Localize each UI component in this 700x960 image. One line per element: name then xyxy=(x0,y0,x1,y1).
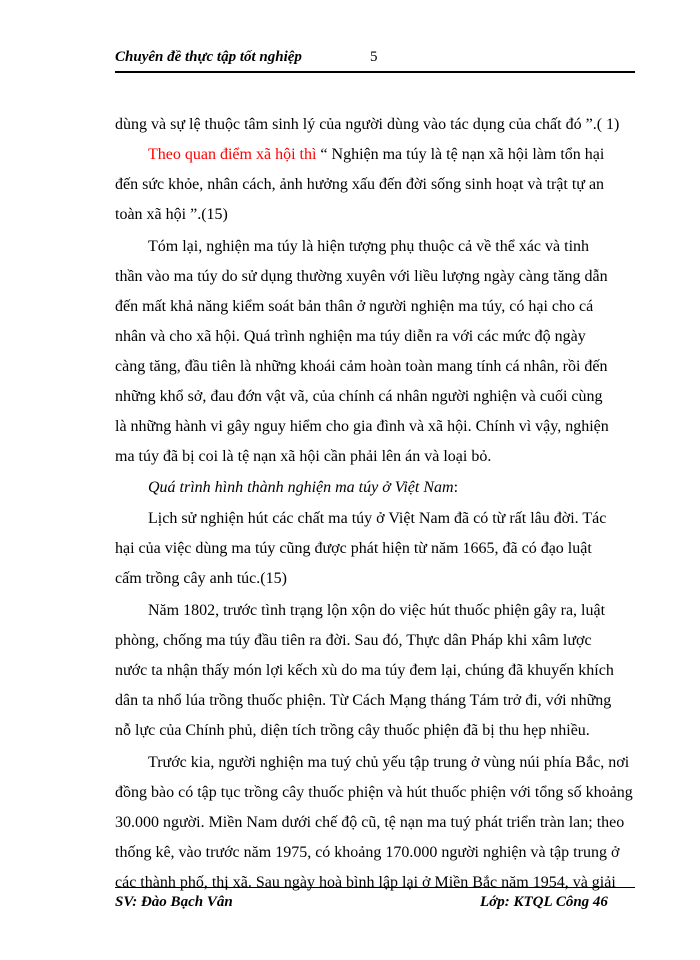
page-header xyxy=(115,47,635,73)
student-name: SV: Đào Bạch Vân xyxy=(115,894,233,910)
text-line: đồng bào có tập tục trồng cây thuốc phiện và hút thuốc phiện với tổng số khoảng xyxy=(115,784,633,801)
text-line: nỗ lực của Chính phủ, diện tích trồng cây thuốc phiện đã bị thu hẹp nhiều. xyxy=(115,722,590,739)
text-line xyxy=(148,140,604,170)
text-line: dùng và sự lệ thuộc tâm sinh lý của người dùng vào tác dụng của chất đó ”.( 1) xyxy=(115,116,620,133)
text-line: Tóm lại, nghiện ma túy là hiện tượng phụ thuộc cả về thể xác và tinh xyxy=(148,238,590,255)
text-line: nhân và cho xã hội. Quá trình nghiện ma túy diễn ra với các mức độ ngày xyxy=(115,328,586,345)
document-title: Chuyên đề thực tập tốt nghiệp xyxy=(115,49,302,65)
text-line: dân ta nhổ lúa trồng thuốc phiện. Từ Cách Mạng tháng Tám trở đi, với những xyxy=(115,692,612,709)
text-line: phòng, chống ma túy đầu tiên ra đời. Sau đó, Thực dân Pháp khi xâm lược xyxy=(115,632,592,649)
text-line: đến mất khả năng kiểm soát bản thân ở người nghiện ma túy, có hại cho cá xyxy=(115,298,594,315)
class-label: Lớp: KTQL Công 46 xyxy=(480,894,608,910)
text-line: cấm trồng cây anh túc.(15) xyxy=(115,570,287,587)
text-line: toàn xã hội ”.(15) xyxy=(115,206,228,223)
section-subheading xyxy=(148,473,458,503)
text-line: càng tăng, đầu tiên là những khoái cảm hoàn toàn mang tính cá nhân, rồi đến xyxy=(115,358,608,375)
text-line: Năm 1802, trước tình trạng lộn xộn do việc hút thuốc phiện gây ra, luật xyxy=(148,602,606,619)
text-line: những khổ sở, đau đớn vật vã, của chính cá nhân người nghiện và cuối cùng xyxy=(115,388,603,405)
text-line: thống kê, vào trước năm 1975, có khoảng 170.000 người nghiện và tập trung ở xyxy=(115,844,620,861)
subheading-colon: : xyxy=(453,479,459,496)
text-line: 30.000 người. Miền Nam dưới chế độ cũ, tệ nạn ma tuý phát triển tràn lan; theo xyxy=(115,814,625,831)
text-line: Lịch sử nghiện hút các chất ma túy ở Việt Nam đã có từ rất lâu đời. Tác xyxy=(148,510,607,527)
page-number: 5 xyxy=(370,49,378,65)
text-line: là những hành vi gây nguy hiểm cho gia đình và xã hội. Chính vì vậy, nghiện xyxy=(115,418,609,435)
quote-text: “ Nghiện ma túy là tệ nạn xã hội làm tổn hại xyxy=(316,146,605,163)
text-line: ma túy đã bị coi là tệ nạn xã hội cần phải lên án và loại bỏ. xyxy=(115,448,492,465)
subheading-text: Quá trình hình thành nghiện ma túy ở Việt Nam xyxy=(148,479,454,496)
text-line: Trước kia, người nghiện ma tuý chủ yếu tập trung ở vùng núi phía Bắc, nơi xyxy=(148,754,630,771)
text-line: đến sức khỏe, nhân cách, ảnh hưởng xấu đến đời sống sinh hoạt và trật tự an xyxy=(115,176,605,193)
highlighted-phrase: Theo quan điểm xã hội thì xyxy=(148,146,317,163)
text-line: nước ta nhận thấy món lợi kếch xù do ma túy đem lại, chúng đã khuyến khích xyxy=(115,662,614,679)
text-line: các thành phố, thị xã. Sau ngày hoà bình lập lại ở Miền Bắc năm 1954, và giải xyxy=(115,874,616,891)
text-line: hại của việc dùng ma túy cũng được phát hiện từ năm 1665, đã có đạo luật xyxy=(115,540,592,557)
text-line: thần vào ma túy do sử dụng thường xuyên với liều lượng ngày càng tăng dẫn xyxy=(115,268,608,285)
page-footer xyxy=(115,887,635,910)
